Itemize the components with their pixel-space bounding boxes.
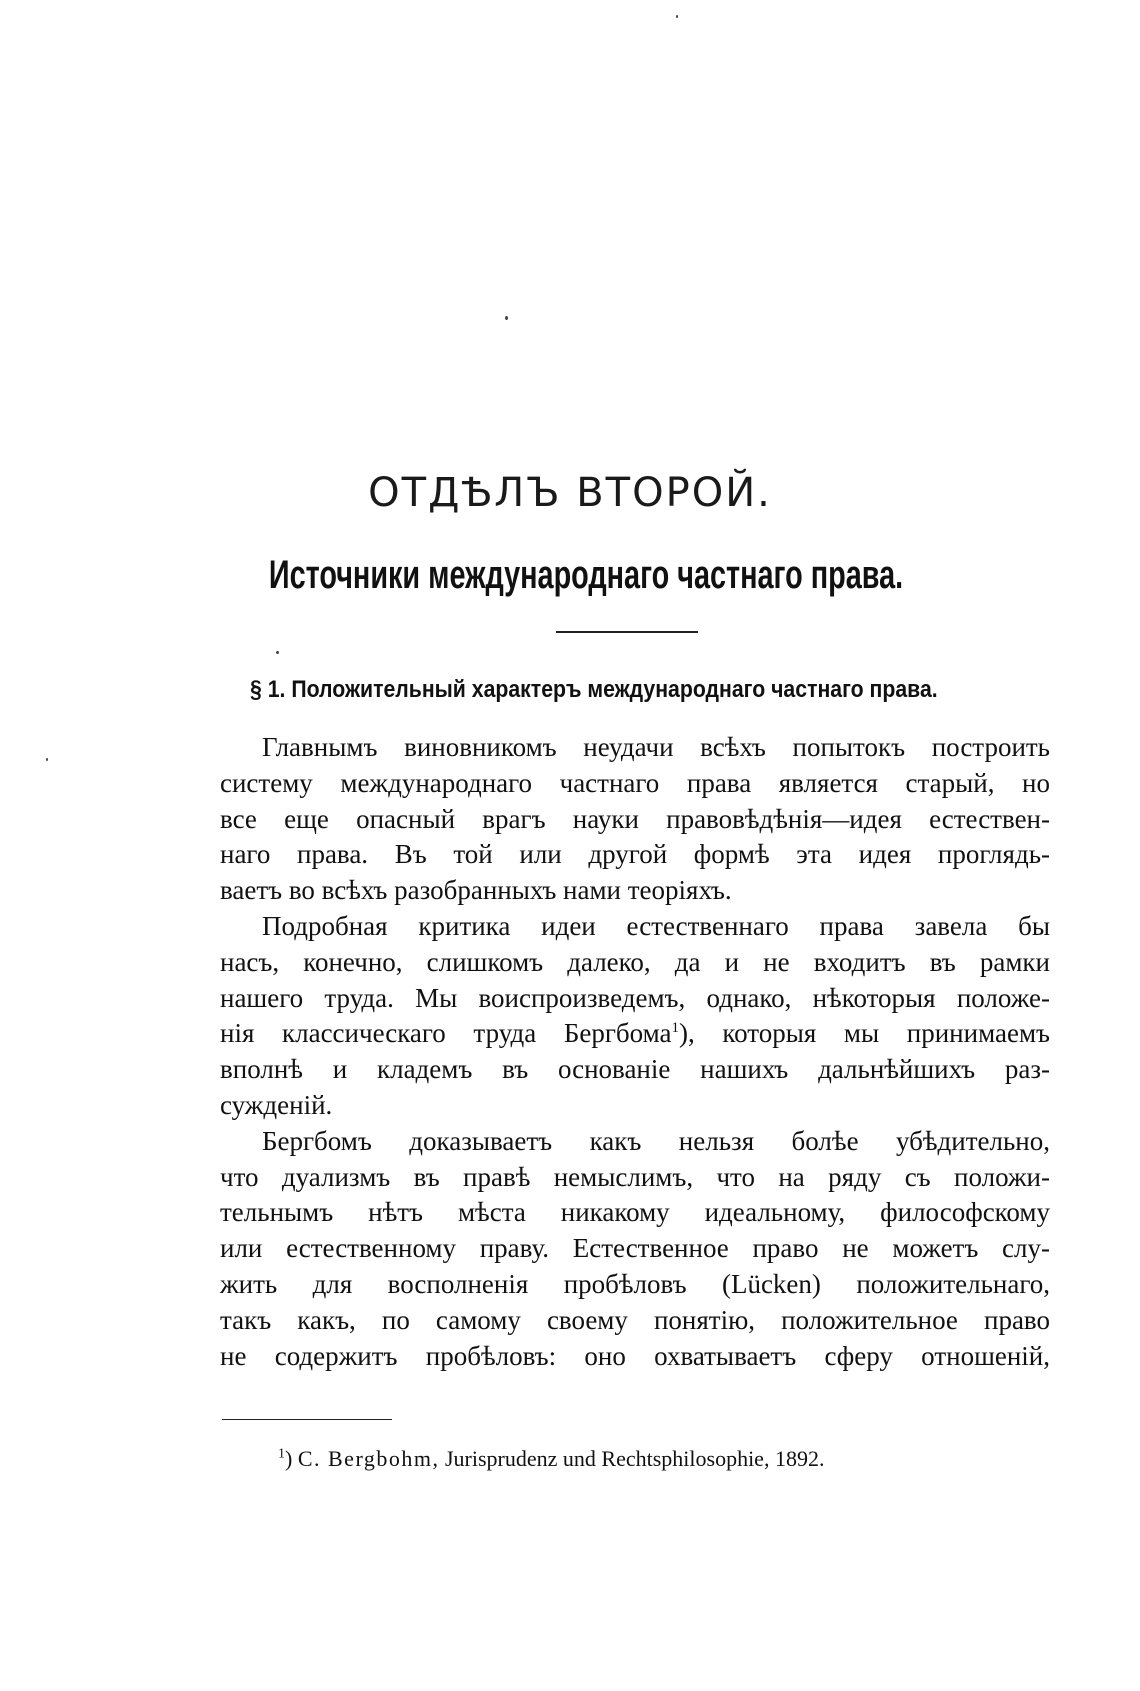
paragraph-heading: § 1. Положительный характеръ международнаго частнаго права. xyxy=(250,676,938,703)
body-text xyxy=(220,730,1050,1374)
text-fragment: нія классическаго труда Бергбома xyxy=(220,1018,672,1049)
footnote xyxy=(278,1446,1078,1472)
text-line: вполнѣ и кладемъ въ основаніе нашихъ дальнѣйшихъ раз- xyxy=(220,1054,1050,1085)
text-line: все еще опасный врагъ науки правовѣдѣнія—идея естествен- xyxy=(220,803,1050,834)
text-line: тельнымъ нѣтъ мѣста никакому идеальному, философскому xyxy=(220,1197,1050,1228)
footnote-paren: ) xyxy=(285,1446,293,1471)
text-line: или естественному праву. Естественное право не можетъ слу- xyxy=(220,1233,1050,1264)
scan-speck xyxy=(676,15,678,18)
footnote-work: Jurisprudenz und Rechtsphilosophie, 1892. xyxy=(444,1446,825,1471)
text-fragment: ), которыя мы принимаемъ xyxy=(679,1018,1050,1049)
text-line: такъ какъ, по самому своему понятію, положительное право xyxy=(220,1304,1050,1335)
heading-divider xyxy=(556,631,698,633)
text-line: что дуализмъ въ правѣ немыслимъ, что на ряду съ положи- xyxy=(220,1161,1050,1192)
text-line: нашего труда. Мы воиспроизведемъ, однако, нѣкоторыя положе- xyxy=(220,982,1050,1013)
footnote-reference[interactable]: 1 xyxy=(671,1020,680,1037)
text-line: Главнымъ виновникомъ неудачи всѣхъ попытокъ построить xyxy=(262,732,1050,762)
footnote-divider xyxy=(222,1419,392,1420)
text-line: не содержитъ пробѣловъ: оно охватываетъ сферу отношеній, xyxy=(220,1340,1050,1371)
text-line: сужденій. xyxy=(220,1089,333,1120)
text-line: Бергбомъ доказываетъ какъ нельзя болѣе убѣдительно, xyxy=(262,1125,1050,1156)
footnote-author: C. Bergbohm, xyxy=(297,1446,440,1471)
footnote-mark: 1 xyxy=(278,1446,285,1462)
scan-speck xyxy=(46,758,48,761)
section-subtitle: Источники международнаго частнаго права. xyxy=(268,553,904,597)
text-line: наго права. Въ той или другой формѣ эта идея проглядь- xyxy=(220,839,1050,870)
scan-speck xyxy=(276,651,279,654)
text-line xyxy=(220,1016,1050,1052)
section-title: ОТДѢЛЪ ВТОРОЙ. xyxy=(368,470,772,516)
text-line: систему международнаго частнаго права является старый, но xyxy=(220,767,1050,798)
text-line: насъ, конечно, слишкомъ далеко, да и не входитъ въ рамки xyxy=(220,946,1050,977)
text-line: Подробная критика идеи естественнаго права завела бы xyxy=(262,910,1050,941)
text-line: ваетъ во всѣхъ разобранныхъ нами теоріяхъ. xyxy=(220,875,732,906)
scan-speck xyxy=(505,316,508,320)
text-line: жить для восполненія пробѣловъ (Lücken) положительнаго, xyxy=(220,1268,1050,1299)
